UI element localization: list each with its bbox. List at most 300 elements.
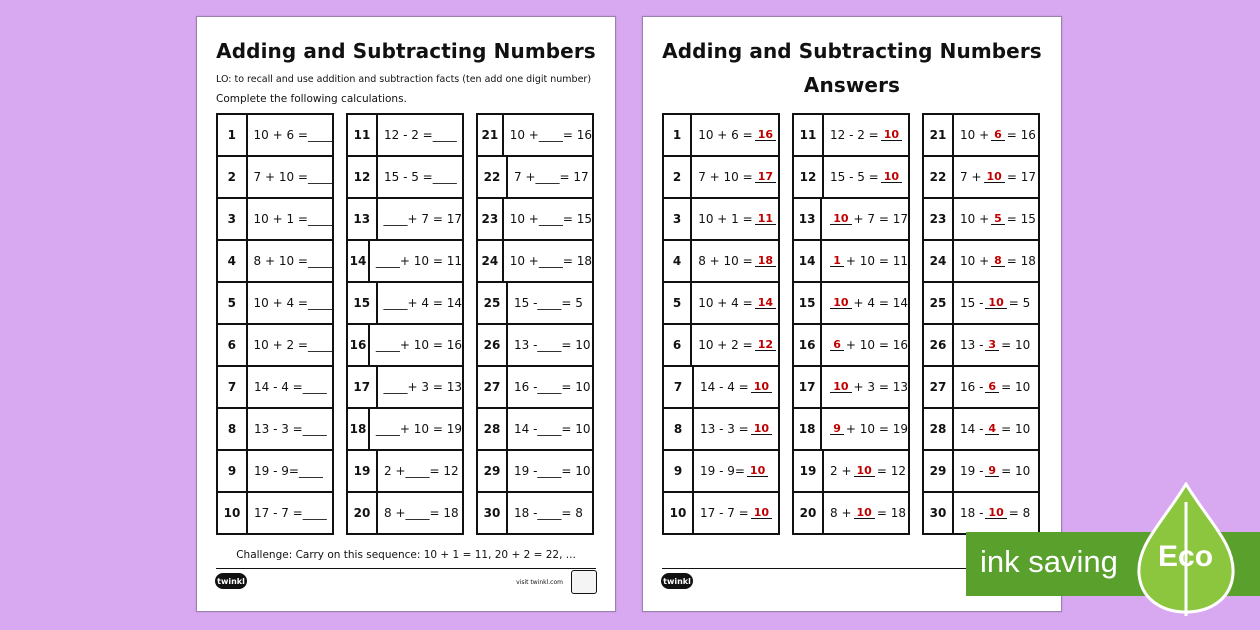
- equation-right: + 3 = 13: [853, 380, 908, 394]
- equation: [508, 409, 592, 449]
- question-number: 9: [664, 451, 694, 491]
- answer-row: [664, 409, 778, 451]
- answer-row: [664, 493, 778, 533]
- equation-left: 7 + 10 =: [253, 170, 308, 184]
- equation: [248, 493, 332, 533]
- equation-left: 10 + 1 =: [698, 212, 753, 226]
- equation-left: 15 -: [514, 296, 538, 310]
- question-number: 4: [664, 241, 692, 281]
- answer-row: [664, 241, 778, 283]
- question-number: 28: [478, 409, 508, 449]
- answer-value: 3: [985, 339, 999, 351]
- equation-left: 10 + 2 =: [253, 338, 308, 352]
- equation: [508, 283, 592, 323]
- equation-right: + 10 = 16: [399, 338, 462, 352]
- answer-blank: ____: [432, 128, 457, 142]
- answer-value: 1: [830, 255, 844, 267]
- equation-left: 10 +: [960, 128, 990, 142]
- equation-left: 10 + 4 =: [253, 296, 308, 310]
- question-row: [218, 367, 332, 409]
- question-number: 25: [478, 283, 508, 323]
- equation: [694, 493, 778, 533]
- equation-left: 19 -: [514, 464, 538, 478]
- equation-right: = 15: [1006, 212, 1036, 226]
- equation: [694, 451, 778, 491]
- question-row: [218, 409, 332, 451]
- answer-value: 10: [985, 507, 1006, 519]
- answer-blank: ____: [308, 128, 332, 142]
- answer-blank: ____: [308, 296, 332, 310]
- equation-right: = 10: [1001, 338, 1031, 352]
- answer-row: [664, 367, 778, 409]
- equation-left: 8 +: [384, 506, 406, 520]
- answer-blank: ____: [537, 464, 562, 478]
- question-number: 8: [218, 409, 248, 449]
- answer-row: [924, 115, 1038, 157]
- equation-right: + 7 = 17: [853, 212, 908, 226]
- question-number: 9: [218, 451, 248, 491]
- answer-row: [924, 283, 1038, 325]
- equation-left: 12 - 2 =: [830, 128, 879, 142]
- question-row: [348, 115, 462, 157]
- equation-left: 2 +: [830, 464, 852, 478]
- equation: [378, 367, 462, 407]
- question-row: [348, 367, 462, 409]
- question-number: 2: [218, 157, 248, 197]
- worksheet-title: Adding and Subtracting Numbers: [216, 39, 596, 63]
- answer-blank: ____: [302, 422, 327, 436]
- equation: [954, 367, 1038, 407]
- answer-value: 6: [991, 129, 1005, 141]
- equation-left: 19 - 9=: [254, 464, 299, 478]
- question-number: 18: [794, 409, 822, 449]
- equation-left: 16 -: [514, 380, 538, 394]
- equation-right: = 10: [1001, 380, 1031, 394]
- answer-value: 10: [830, 297, 851, 309]
- answer-blank: ____: [537, 338, 562, 352]
- equation-right: + 10 = 11: [399, 254, 462, 268]
- question-row: [218, 157, 332, 199]
- answer-blank: ____: [308, 170, 332, 184]
- equation: [248, 367, 332, 407]
- equation-left: 13 -: [514, 338, 538, 352]
- equation-left: 15 -: [960, 296, 984, 310]
- equation: [248, 409, 332, 449]
- equation: [378, 493, 462, 533]
- question-number: 30: [478, 493, 508, 533]
- equation-right: = 18: [562, 254, 592, 268]
- question-number: 20: [348, 493, 378, 533]
- question-row: [348, 283, 462, 325]
- equation: [824, 493, 908, 533]
- question-row: [348, 325, 462, 367]
- answer-row: [664, 199, 778, 241]
- equation-left: 15 - 5 =: [830, 170, 879, 184]
- answer-row: [664, 451, 778, 493]
- answer-blank: ____: [537, 380, 562, 394]
- answer-blank: ____: [537, 296, 562, 310]
- question-row: [218, 241, 332, 283]
- equation: [694, 367, 778, 407]
- answer-value: 8: [991, 255, 1005, 267]
- answer-blank: ____: [298, 464, 323, 478]
- equation-right: + 3 = 13: [407, 380, 462, 394]
- equation-right: = 16: [1006, 128, 1036, 142]
- answer-blank: ____: [538, 212, 563, 226]
- question-number: 10: [218, 493, 248, 533]
- equation: [694, 409, 778, 449]
- answer-value: 10: [881, 129, 902, 141]
- equation: [692, 199, 778, 239]
- equation-right: + 10 = 19: [845, 422, 908, 436]
- answer-value: 10: [751, 423, 772, 435]
- equation-left: 10 + 4 =: [698, 296, 753, 310]
- equation: [378, 115, 462, 155]
- equation: [954, 451, 1038, 491]
- answer-row: [924, 493, 1038, 533]
- question-row: [348, 451, 462, 493]
- equation: [954, 493, 1038, 533]
- equation-left: 18 -: [960, 506, 984, 520]
- equation-right: = 10: [1001, 422, 1031, 436]
- equation: [824, 451, 908, 491]
- equation-left: 8 + 10 =: [698, 254, 753, 268]
- equation-right: = 5: [1008, 296, 1031, 310]
- equation-right: = 12: [876, 464, 906, 478]
- question-number: 12: [794, 157, 824, 197]
- equation: [248, 283, 332, 323]
- equation: [504, 199, 592, 239]
- equation: [822, 199, 908, 239]
- question-number: 27: [924, 367, 954, 407]
- answer-blank: ____: [405, 464, 430, 478]
- question-number: 15: [794, 283, 822, 323]
- equation-left: 18 -: [514, 506, 538, 520]
- answer-row: [794, 199, 908, 241]
- equation: [822, 367, 908, 407]
- footer-divider: [216, 568, 596, 569]
- question-number: 22: [478, 157, 508, 197]
- equation-left: 14 -: [514, 422, 538, 436]
- equation-right: = 17: [559, 170, 589, 184]
- answer-row: [924, 367, 1038, 409]
- equation-left: 17 - 7 =: [254, 506, 303, 520]
- equation-right: = 8: [1008, 506, 1031, 520]
- equation-left: 13 - 3 =: [254, 422, 303, 436]
- equation-left: 15 - 5 =: [384, 170, 433, 184]
- question-number: 26: [924, 325, 954, 365]
- equation-right: = 8: [561, 506, 583, 520]
- equation: [378, 283, 462, 323]
- answer-value: 17: [755, 171, 776, 183]
- question-number: 21: [478, 115, 504, 155]
- question-number: 29: [478, 451, 508, 491]
- question-number: 8: [664, 409, 694, 449]
- equation: [378, 199, 462, 239]
- equation: [954, 283, 1038, 323]
- equation: [692, 157, 778, 197]
- question-number: 23: [924, 199, 954, 239]
- question-number: 19: [348, 451, 378, 491]
- equation: [248, 157, 332, 197]
- equation: [248, 451, 332, 491]
- answer-blank: ____: [432, 170, 457, 184]
- equation-left: 7 +: [514, 170, 536, 184]
- equation-right: = 10: [561, 464, 591, 478]
- question-number: 14: [794, 241, 822, 281]
- equation-left: 14 - 4 =: [254, 380, 303, 394]
- question-number: 17: [794, 367, 822, 407]
- question-number: 16: [794, 325, 822, 365]
- challenge-text: Challenge: Carry on this sequence: 10 + 1 = 11, 20 + 2 = 22, ...: [236, 549, 576, 561]
- answer-row: [924, 409, 1038, 451]
- twinkl-logo: twinkl: [215, 573, 247, 589]
- equation-left: 10 +: [509, 212, 539, 226]
- answer-column-2: [792, 113, 910, 535]
- equation: [692, 283, 778, 323]
- equation-right: = 12: [429, 464, 459, 478]
- question-row: [218, 325, 332, 367]
- question-row: [348, 241, 462, 283]
- equation-left: 13 -: [960, 338, 984, 352]
- equation: [954, 241, 1038, 281]
- equation: [370, 241, 462, 281]
- equation-left: 12 - 2 =: [384, 128, 433, 142]
- question-number: 1: [664, 115, 692, 155]
- equation: [822, 409, 908, 449]
- equation-right: + 10 = 16: [845, 338, 908, 352]
- question-number: 16: [348, 325, 370, 365]
- equation: [822, 283, 908, 323]
- answer-row: [794, 493, 908, 533]
- question-row: [218, 283, 332, 325]
- question-row: [478, 199, 592, 241]
- equation: [248, 241, 332, 281]
- question-row: [218, 451, 332, 493]
- ink-saving-label: ink saving: [980, 544, 1118, 579]
- answer-row: [924, 451, 1038, 493]
- question-number: 24: [924, 241, 954, 281]
- question-column-1: [216, 113, 334, 535]
- equation: [248, 325, 332, 365]
- equation-right: = 10: [561, 338, 591, 352]
- equation-left: 10 +: [960, 212, 990, 226]
- equation-right: + 4 = 14: [853, 296, 908, 310]
- answer-row: [794, 283, 908, 325]
- answer-row: [794, 157, 908, 199]
- equation-left: 8 + 10 =: [253, 254, 308, 268]
- question-number: 13: [794, 199, 822, 239]
- question-number: 1: [218, 115, 248, 155]
- answer-blank: ____: [308, 254, 332, 268]
- question-number: 15: [348, 283, 378, 323]
- equation: [954, 409, 1038, 449]
- question-row: [478, 367, 592, 409]
- equation-left: 2 +: [384, 464, 406, 478]
- equation-left: 10 +: [960, 254, 990, 268]
- equation-right: = 15: [562, 212, 592, 226]
- answer-value: 6: [830, 339, 844, 351]
- answer-value: 10: [830, 381, 851, 393]
- question-number: 26: [478, 325, 508, 365]
- equation: [692, 325, 778, 365]
- question-row: [348, 493, 462, 533]
- equation: [370, 325, 462, 365]
- question-number: 11: [794, 115, 824, 155]
- answer-value: 10: [985, 297, 1006, 309]
- question-number: 7: [218, 367, 248, 407]
- answer-value: 10: [751, 381, 772, 393]
- equation: [378, 157, 462, 197]
- question-row: [478, 283, 592, 325]
- answer-blank: ____: [383, 296, 408, 310]
- equation: [508, 451, 592, 491]
- equation: [248, 115, 332, 155]
- equation-left: 19 - 9=: [700, 464, 745, 478]
- question-number: 2: [664, 157, 692, 197]
- equation: [954, 325, 1038, 365]
- answer-row: [794, 451, 908, 493]
- answer-column-3: [922, 113, 1040, 535]
- equation-left: 10 + 6 =: [698, 128, 753, 142]
- equation-right: = 18: [876, 506, 906, 520]
- equation-right: = 10: [1001, 464, 1031, 478]
- equation-left: 8 +: [830, 506, 852, 520]
- question-number: 19: [794, 451, 824, 491]
- answer-value: 6: [985, 381, 999, 393]
- answers-title: Adding and Subtracting Numbers: [662, 39, 1042, 63]
- question-row: [478, 493, 592, 533]
- equation-left: 10 +: [509, 128, 539, 142]
- question-number: 7: [664, 367, 694, 407]
- answer-value: 10: [854, 507, 875, 519]
- answer-blank: ____: [375, 338, 400, 352]
- equation-right: + 10 = 11: [845, 254, 908, 268]
- answer-blank: ____: [308, 212, 332, 226]
- equation: [378, 451, 462, 491]
- equation-right: = 18: [429, 506, 459, 520]
- answer-value: 10: [881, 171, 902, 183]
- question-number: 23: [478, 199, 504, 239]
- question-number: 18: [348, 409, 370, 449]
- equation-left: 19 -: [960, 464, 984, 478]
- question-number: 14: [348, 241, 370, 281]
- answer-blank: ____: [302, 506, 327, 520]
- equation-right: + 10 = 19: [399, 422, 462, 436]
- question-number: 25: [924, 283, 954, 323]
- equation: [508, 367, 592, 407]
- equation-right: + 4 = 14: [407, 296, 462, 310]
- equation-right: = 17: [1006, 170, 1036, 184]
- question-number: 10: [664, 493, 694, 533]
- equation: [508, 493, 592, 533]
- equation: [824, 157, 908, 197]
- question-number: 27: [478, 367, 508, 407]
- equation-left: 10 + 2 =: [698, 338, 753, 352]
- worksheet-page: [196, 16, 616, 612]
- website-text: visit twinkl.com: [516, 579, 563, 586]
- equation: [954, 115, 1038, 155]
- answer-row: [794, 325, 908, 367]
- equation-left: 17 - 7 =: [700, 506, 749, 520]
- answer-value: 9: [830, 423, 844, 435]
- question-row: [478, 241, 592, 283]
- answer-value: 9: [985, 465, 999, 477]
- answer-row: [664, 115, 778, 157]
- answer-value: 5: [991, 213, 1005, 225]
- answer-row: [664, 283, 778, 325]
- answer-value: 10: [830, 213, 851, 225]
- equation: [692, 241, 778, 281]
- equation: [822, 325, 908, 365]
- question-number: 21: [924, 115, 954, 155]
- answer-blank: ____: [537, 422, 562, 436]
- equation: [954, 199, 1038, 239]
- answer-value: 14: [755, 297, 776, 309]
- equation-right: = 10: [561, 380, 591, 394]
- answer-row: [924, 241, 1038, 283]
- question-row: [478, 115, 592, 157]
- answer-row: [924, 199, 1038, 241]
- twinkl-logo: twinkl: [661, 573, 693, 589]
- question-number: 5: [664, 283, 692, 323]
- answer-row: [794, 241, 908, 283]
- answer-row: [794, 367, 908, 409]
- question-number: 30: [924, 493, 954, 533]
- answer-value: 18: [755, 255, 776, 267]
- equation: [370, 409, 462, 449]
- equation-right: + 7 = 17: [407, 212, 462, 226]
- question-column-2: [346, 113, 464, 535]
- answer-blank: ____: [375, 422, 400, 436]
- eco-label: Eco: [1158, 540, 1214, 573]
- question-number: 3: [218, 199, 248, 239]
- equation-left: 13 - 3 =: [700, 422, 749, 436]
- equation: [692, 115, 778, 155]
- question-number: 6: [664, 325, 692, 365]
- answer-value: 16: [755, 129, 776, 141]
- question-number: 6: [218, 325, 248, 365]
- answer-row: [794, 409, 908, 451]
- equation-left: 10 + 6 =: [253, 128, 308, 142]
- question-number: 5: [218, 283, 248, 323]
- equation-right: = 16: [562, 128, 592, 142]
- answer-blank: ____: [538, 254, 563, 268]
- answers-subtitle: Answers: [803, 73, 901, 97]
- answer-value: 10: [854, 465, 875, 477]
- equation: [504, 241, 592, 281]
- answer-blank: ____: [535, 170, 560, 184]
- question-row: [218, 115, 332, 157]
- question-row: [348, 157, 462, 199]
- learning-objective: LO: to recall and use addition and subtraction facts (ten add one digit number): [216, 74, 592, 85]
- answer-blank: ____: [302, 380, 327, 394]
- answer-row: [794, 115, 908, 157]
- equation-left: 10 + 1 =: [253, 212, 308, 226]
- question-number: 4: [218, 241, 248, 281]
- equation-right: = 10: [561, 422, 591, 436]
- equation-left: 16 -: [960, 380, 984, 394]
- question-number: 20: [794, 493, 824, 533]
- question-number: 29: [924, 451, 954, 491]
- answer-value: 10: [984, 171, 1005, 183]
- answer-value: 11: [755, 213, 776, 225]
- question-number: 11: [348, 115, 378, 155]
- question-row: [478, 325, 592, 367]
- answer-row: [664, 157, 778, 199]
- answer-value: 4: [985, 423, 999, 435]
- question-number: 3: [664, 199, 692, 239]
